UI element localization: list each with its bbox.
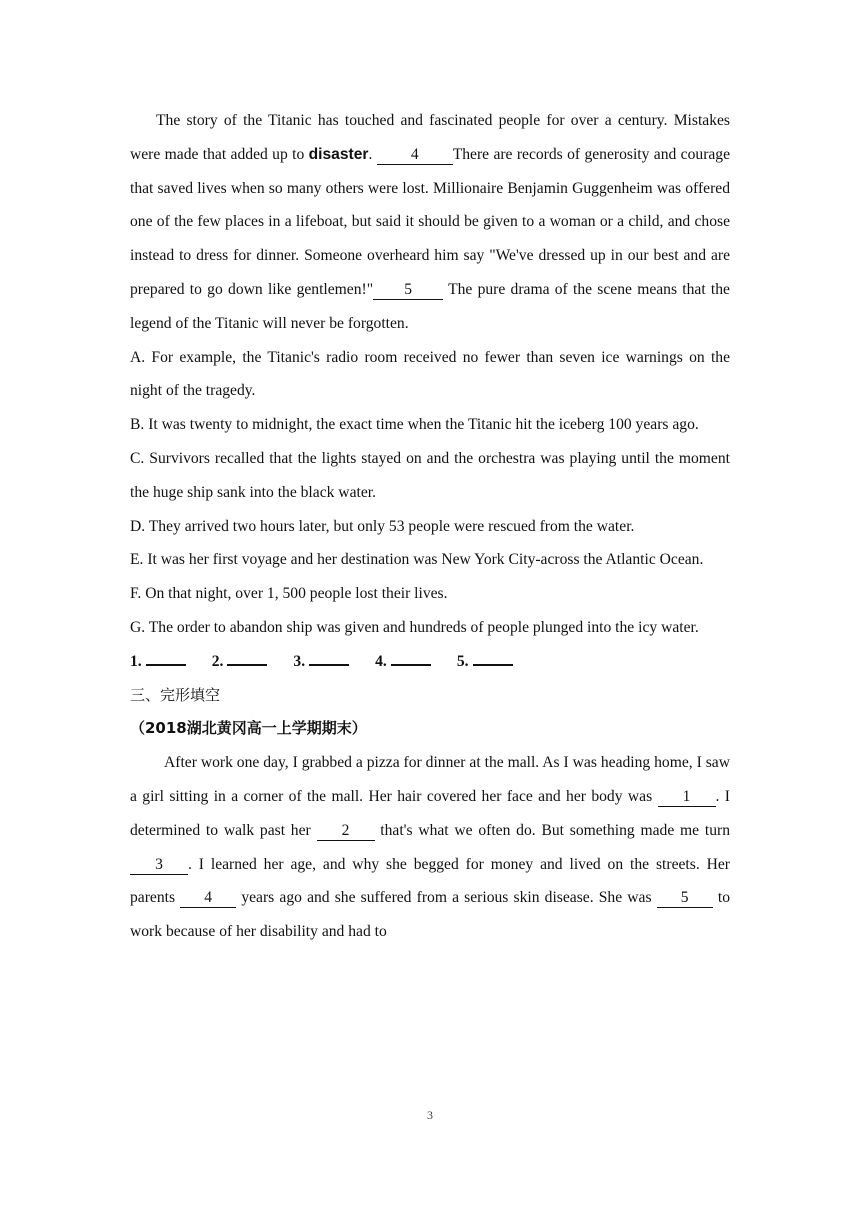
answer-blanks [130, 645, 730, 679]
passage-paragraph [130, 104, 730, 341]
document-page [130, 104, 730, 949]
answer-blank-5: 5. [457, 645, 513, 679]
answer-blank-4: 4. [375, 645, 431, 679]
option-a: A. For example, the Titanic's radio room received no fewer than seven ice warnings on the night of the tragedy. [130, 348, 730, 400]
cloze-paragraph: After work one day, I grabbed a pizza for dinner at the mall. As I was heading home, I saw a girl sitting in a corner of the mall. Her hair covered her face and her body was 1 . I determined to walk past her 2 that's what we often do. But something made me turn 3 . I learned her age, and why she begged for money and lived on the streets. Her parents 4 years ago and she suffered from a serious skin disease. She was 5 to work because of her disability and had to [130, 754, 730, 941]
cloze-blank-1: 1 [658, 788, 716, 807]
passage-text: The pure drama of the scene means that the legend of the Titanic will never be forgotten. [130, 280, 730, 332]
option-e: E. It was her first voyage and her destination was New York City-across the Atlantic Ocean. [130, 551, 704, 569]
option-g: G. The order to abandon ship was given and hundreds of people plunged into the icy water. [130, 618, 699, 636]
bold-keyword: disaster [308, 145, 369, 163]
answer-blank-1: 1. [130, 645, 186, 679]
passage-text: The story of the Titanic has touched and fascinated people for over a century. Mistakes were made that added up to [130, 112, 730, 163]
answer-blank-3: 3. [293, 645, 349, 679]
answer-blank-2: 2. [212, 645, 268, 679]
passage-text: There are records of generosity and courage that saved lives when so many others were lost. Millionaire Benjamin Guggenheim was offered one of the few places in a lifeboat, but said it should be given to a woman or a child, and chose instead to dress for dinner. Someone overheard him say "We've dressed up in our best and are prepared to go down like gentlemen!" [130, 145, 731, 298]
cloze-blank-4: 4 [180, 889, 236, 908]
option-b: B. It was twenty to midnight, the exact time when the Titanic hit the iceberg 100 years ago. [130, 416, 699, 434]
cloze-blank-5: 5 [657, 889, 713, 908]
cloze-blank-3: 3 [130, 856, 188, 875]
cloze-blank-2: 2 [317, 822, 375, 841]
blank-4: 4 [377, 146, 453, 165]
passage-text: . [368, 145, 377, 163]
option-f: F. On that night, over 1, 500 people lost their lives. [130, 585, 448, 603]
option-c: C. Survivors recalled that the lights stayed on and the orchestra was playing until the moment the huge ship sank into the black water. [130, 449, 730, 501]
section-title: 三、完形填空 [130, 685, 221, 704]
option-d: D. They arrived two hours later, but only 53 people were rescued from the water. [130, 517, 635, 535]
blank-5: 5 [373, 281, 443, 300]
source-note: （2018湖北黄冈高一上学期期末） [130, 719, 367, 738]
page-number: 3 [427, 1108, 433, 1122]
